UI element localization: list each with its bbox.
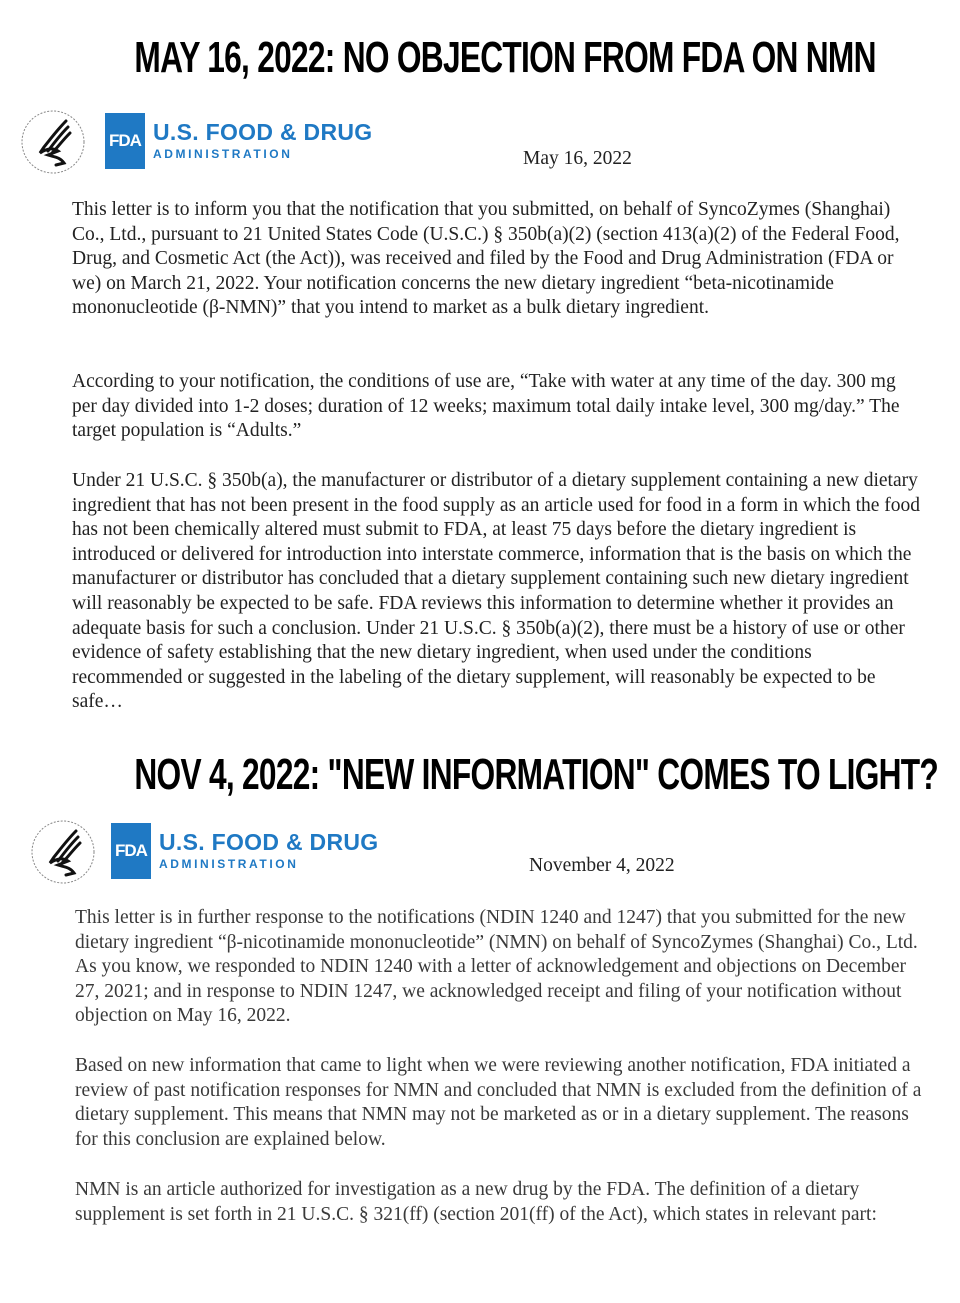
letter-paragraph: Based on new information that came to light when we were reviewing another notification, FDA initiated a review of past notification responses for NMN and concluded that NMN is excluded from the definition of a dietary supplement. This means that NMN may not be marketed as or in a dietary supplement. The reasons for this conclusion are explained below. [75, 1055, 922, 1150]
fda-logo [105, 113, 372, 169]
headline-may-2022: MAY 16, 2022: NO OBJECTION FROM FDA ON NMN [134, 33, 876, 82]
hhs-eagle-seal-icon [18, 107, 88, 177]
headline-nov-2022: NOV 4, 2022: "NEW INFORMATION" COMES TO LIGHT? [134, 750, 939, 799]
fda-logo-sub-text: ADMINISTRATION [153, 147, 293, 161]
letter-paragraph: This letter is in further response to the notifications (NDIN 1240 and 1247) that you submitted for the new dietary ingredient “β-nicotinamide mononucleotide” (NMN) on behalf of SyncoZymes (Shanghai) Co., Ltd. As you know, we responded to NDIN 1240 with a letter of acknowledgement and objections on December 27, 2021; and in response to NDIN 1247, we acknowledged receipt and filing of your notification without objection on May 16, 2022. [75, 907, 918, 1027]
fda-logo-box: FDA [111, 823, 151, 879]
letter-date: November 4, 2022 [529, 855, 675, 876]
letter-paragraph: According to your notification, the conditions of use are, “Take with water at any time of the day. 300 mg per day divided into 1-2 doses; duration of 12 weeks; maximum total daily intake level, 300 mg/day.” The target population is “Adults.” [72, 371, 900, 442]
letter-paragraph: NMN is an article authorized for investigation as a new drug by the FDA. The definition of a dietary supplement is set forth in 21 U.S.C. § 321(ff) (section 201(ff) of the Act), which states in relevant part: [75, 1179, 877, 1225]
letter-paragraph: This letter is to inform you that the notification that you submitted, on behalf of SyncoZymes (Shanghai) Co., Ltd., pursuant to 21 United States Code (U.S.C.) § 350b(a)(2) (section 413(a)(2) of the Federal Food, Drug, and Cosmetic Act (the Act)), was received and filed by the Food and Drug Administration (FDA or we) on March 21, 2022. Your notification concerns the new dietary ingredient “beta-nicotinamide mononucleotide (β-NMN)” that you intend to market as a bulk dietary ingredient. [72, 199, 900, 319]
fda-logo-main-text: U.S. FOOD & DRUG [153, 119, 373, 145]
fda-logo-box: FDA [105, 113, 145, 169]
fda-logo-sub-text: ADMINISTRATION [159, 857, 299, 871]
letter-date: May 16, 2022 [523, 148, 632, 169]
letter-paragraph: Under 21 U.S.C. § 350b(a), the manufacturer or distributor of a dietary supplement containing a new dietary ingredient that has not been present in the food supply as an article used for food in a form in which the food has not been chemically altered must submit to FDA, at least 75 days before the dietary ingredient is introduced or delivered for introduction into interstate commerce, information that is the basis on which the manufacturer or distributor has concluded that a dietary supplement containing such new dietary ingredient will reasonably be expected to be safe. FDA reviews this information to determine whether it provides an adequate basis for such a conclusion. Under 21 U.S.C. § 350b(a)(2), there must be a history of use or other evidence of safety establishing that the new dietary ingredient, when used under the conditions recommended or suggested in the labeling of the dietary supplement, will reasonably be expected to be safe… [72, 470, 921, 713]
fda-logo-main-text: U.S. FOOD & DRUG [159, 829, 379, 855]
fda-logo [111, 823, 378, 879]
hhs-eagle-seal-icon [28, 817, 98, 887]
